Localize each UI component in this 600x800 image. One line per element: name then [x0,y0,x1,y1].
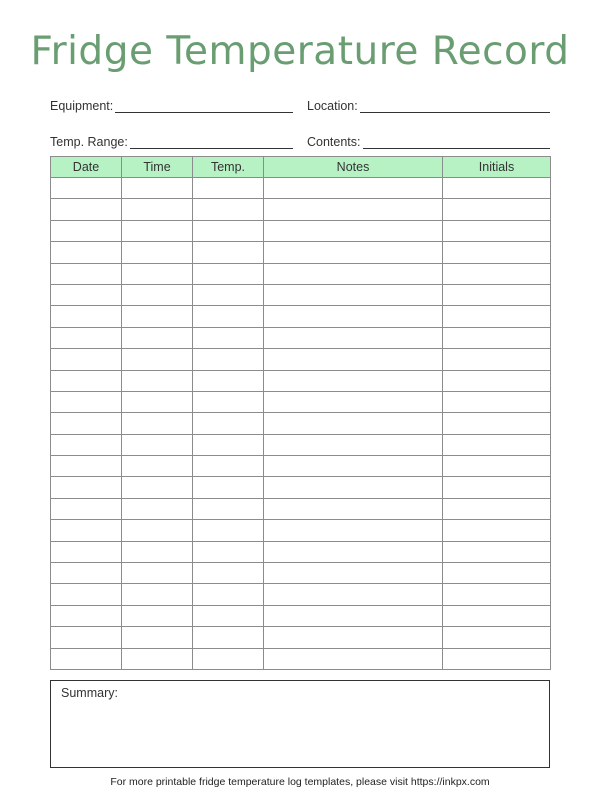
cell-temp[interactable] [193,391,264,412]
cell-date[interactable] [51,242,122,263]
cell-temp[interactable] [193,199,264,220]
cell-date[interactable] [51,627,122,648]
equipment-field [50,95,293,113]
cell-notes[interactable] [264,434,443,455]
cell-time[interactable] [122,306,193,327]
cell-initials[interactable] [443,541,551,562]
temp-range-field [50,131,293,149]
cell-date[interactable] [51,178,122,199]
cell-initials[interactable] [443,349,551,370]
cell-notes[interactable] [264,263,443,284]
cell-time[interactable] [122,584,193,605]
cell-notes[interactable] [264,327,443,348]
cell-date[interactable] [51,327,122,348]
cell-temp[interactable] [193,263,264,284]
cell-date[interactable] [51,306,122,327]
cell-temp[interactable] [193,605,264,626]
cell-initials[interactable] [443,563,551,584]
footer-note: For more printable fridge temperature log templates, please visit https://inkpx.com [110,776,490,788]
table-row [51,178,551,199]
cell-temp[interactable] [193,220,264,241]
table-row [51,199,551,220]
cell-time[interactable] [122,391,193,412]
cell-temp[interactable] [193,434,264,455]
cell-initials[interactable] [443,199,551,220]
cell-time[interactable] [122,370,193,391]
cell-initials[interactable] [443,520,551,541]
cell-temp[interactable] [193,584,264,605]
table-header-row [51,157,551,178]
cell-initials[interactable] [443,220,551,241]
table-row [51,284,551,305]
cell-time[interactable] [122,327,193,348]
cell-temp[interactable] [193,498,264,519]
cell-notes[interactable] [264,284,443,305]
contents-label: Contents: [307,135,361,149]
cell-notes[interactable] [264,456,443,477]
cell-time[interactable] [122,605,193,626]
cell-time[interactable] [122,541,193,562]
cell-temp[interactable] [193,563,264,584]
table-row [51,627,551,648]
cell-initials[interactable] [443,178,551,199]
cell-notes[interactable] [264,477,443,498]
table-row [51,456,551,477]
cell-notes[interactable] [264,498,443,519]
cell-date[interactable] [51,477,122,498]
table-row [51,498,551,519]
table-row [51,370,551,391]
cell-time[interactable] [122,220,193,241]
location-field [307,95,550,113]
table-row [51,584,551,605]
summary-label: Summary: [61,686,118,700]
cell-initials[interactable] [443,498,551,519]
cell-temp[interactable] [193,520,264,541]
cell-initials[interactable] [443,648,551,669]
contents-field [307,131,550,149]
column-header-temp: Temp. [193,157,264,178]
table-row [51,648,551,669]
cell-initials[interactable] [443,327,551,348]
cell-notes[interactable] [264,349,443,370]
cell-initials[interactable] [443,627,551,648]
cell-date[interactable] [51,263,122,284]
temperature-log-table [50,156,551,670]
cell-date[interactable] [51,391,122,412]
table-row [51,327,551,348]
cell-time[interactable] [122,563,193,584]
cell-time[interactable] [122,498,193,519]
table-body [51,178,551,670]
cell-date[interactable] [51,413,122,434]
cell-initials[interactable] [443,391,551,412]
cell-date[interactable] [51,563,122,584]
cell-temp[interactable] [193,349,264,370]
table-row [51,520,551,541]
column-header-notes: Notes [264,157,443,178]
table-row [51,413,551,434]
cell-notes[interactable] [264,563,443,584]
contents-input-line[interactable] [363,136,550,149]
cell-notes[interactable] [264,584,443,605]
cell-time[interactable] [122,520,193,541]
cell-notes[interactable] [264,306,443,327]
table-row [51,477,551,498]
table-row [51,220,551,241]
cell-date[interactable] [51,520,122,541]
table-row [51,242,551,263]
cell-notes[interactable] [264,391,443,412]
cell-time[interactable] [122,648,193,669]
summary-box[interactable] [50,680,550,768]
cell-temp[interactable] [193,477,264,498]
cell-initials[interactable] [443,584,551,605]
cell-notes[interactable] [264,370,443,391]
cell-notes[interactable] [264,413,443,434]
cell-notes[interactable] [264,605,443,626]
table-row [51,541,551,562]
cell-date[interactable] [51,434,122,455]
cell-time[interactable] [122,263,193,284]
cell-date[interactable] [51,370,122,391]
cell-temp[interactable] [193,370,264,391]
cell-temp[interactable] [193,541,264,562]
cell-time[interactable] [122,284,193,305]
equipment-input-line[interactable] [115,100,293,113]
cell-date[interactable] [51,584,122,605]
cell-initials[interactable] [443,413,551,434]
cell-time[interactable] [122,349,193,370]
cell-temp[interactable] [193,306,264,327]
cell-date[interactable] [51,541,122,562]
cell-initials[interactable] [443,306,551,327]
cell-time[interactable] [122,627,193,648]
cell-time[interactable] [122,434,193,455]
cell-temp[interactable] [193,648,264,669]
cell-initials[interactable] [443,477,551,498]
cell-initials[interactable] [443,263,551,284]
cell-notes[interactable] [264,242,443,263]
location-input-line[interactable] [360,100,550,113]
cell-date[interactable] [51,648,122,669]
cell-temp[interactable] [193,178,264,199]
cell-time[interactable] [122,413,193,434]
table-row [51,349,551,370]
cell-date[interactable] [51,605,122,626]
column-header-initials: Initials [443,157,551,178]
column-header-time: Time [122,157,193,178]
table-row [51,563,551,584]
cell-date[interactable] [51,456,122,477]
cell-time[interactable] [122,477,193,498]
temp-range-label: Temp. Range: [50,135,128,149]
cell-date[interactable] [51,498,122,519]
cell-notes[interactable] [264,541,443,562]
cell-time[interactable] [122,178,193,199]
cell-temp[interactable] [193,456,264,477]
table-row [51,605,551,626]
cell-initials[interactable] [443,456,551,477]
cell-time[interactable] [122,199,193,220]
cell-initials[interactable] [443,370,551,391]
cell-date[interactable] [51,284,122,305]
cell-notes[interactable] [264,648,443,669]
cell-temp[interactable] [193,242,264,263]
equipment-label: Equipment: [50,99,114,113]
table-row [51,306,551,327]
cell-time[interactable] [122,456,193,477]
cell-temp[interactable] [193,627,264,648]
cell-notes[interactable] [264,178,443,199]
cell-notes[interactable] [264,220,443,241]
cell-date[interactable] [51,349,122,370]
table-row [51,263,551,284]
cell-temp[interactable] [193,413,264,434]
cell-notes[interactable] [264,520,443,541]
cell-date[interactable] [51,199,122,220]
cell-date[interactable] [51,220,122,241]
table-row [51,434,551,455]
cell-time[interactable] [122,242,193,263]
temp-range-input-line[interactable] [130,136,293,149]
cell-temp[interactable] [193,284,264,305]
cell-notes[interactable] [264,199,443,220]
column-header-date: Date [51,157,122,178]
cell-initials[interactable] [443,242,551,263]
table-row [51,391,551,412]
cell-initials[interactable] [443,605,551,626]
cell-initials[interactable] [443,284,551,305]
cell-initials[interactable] [443,434,551,455]
cell-temp[interactable] [193,327,264,348]
cell-notes[interactable] [264,627,443,648]
page-title: Fridge Temperature Record [30,29,570,74]
location-label: Location: [307,99,358,113]
